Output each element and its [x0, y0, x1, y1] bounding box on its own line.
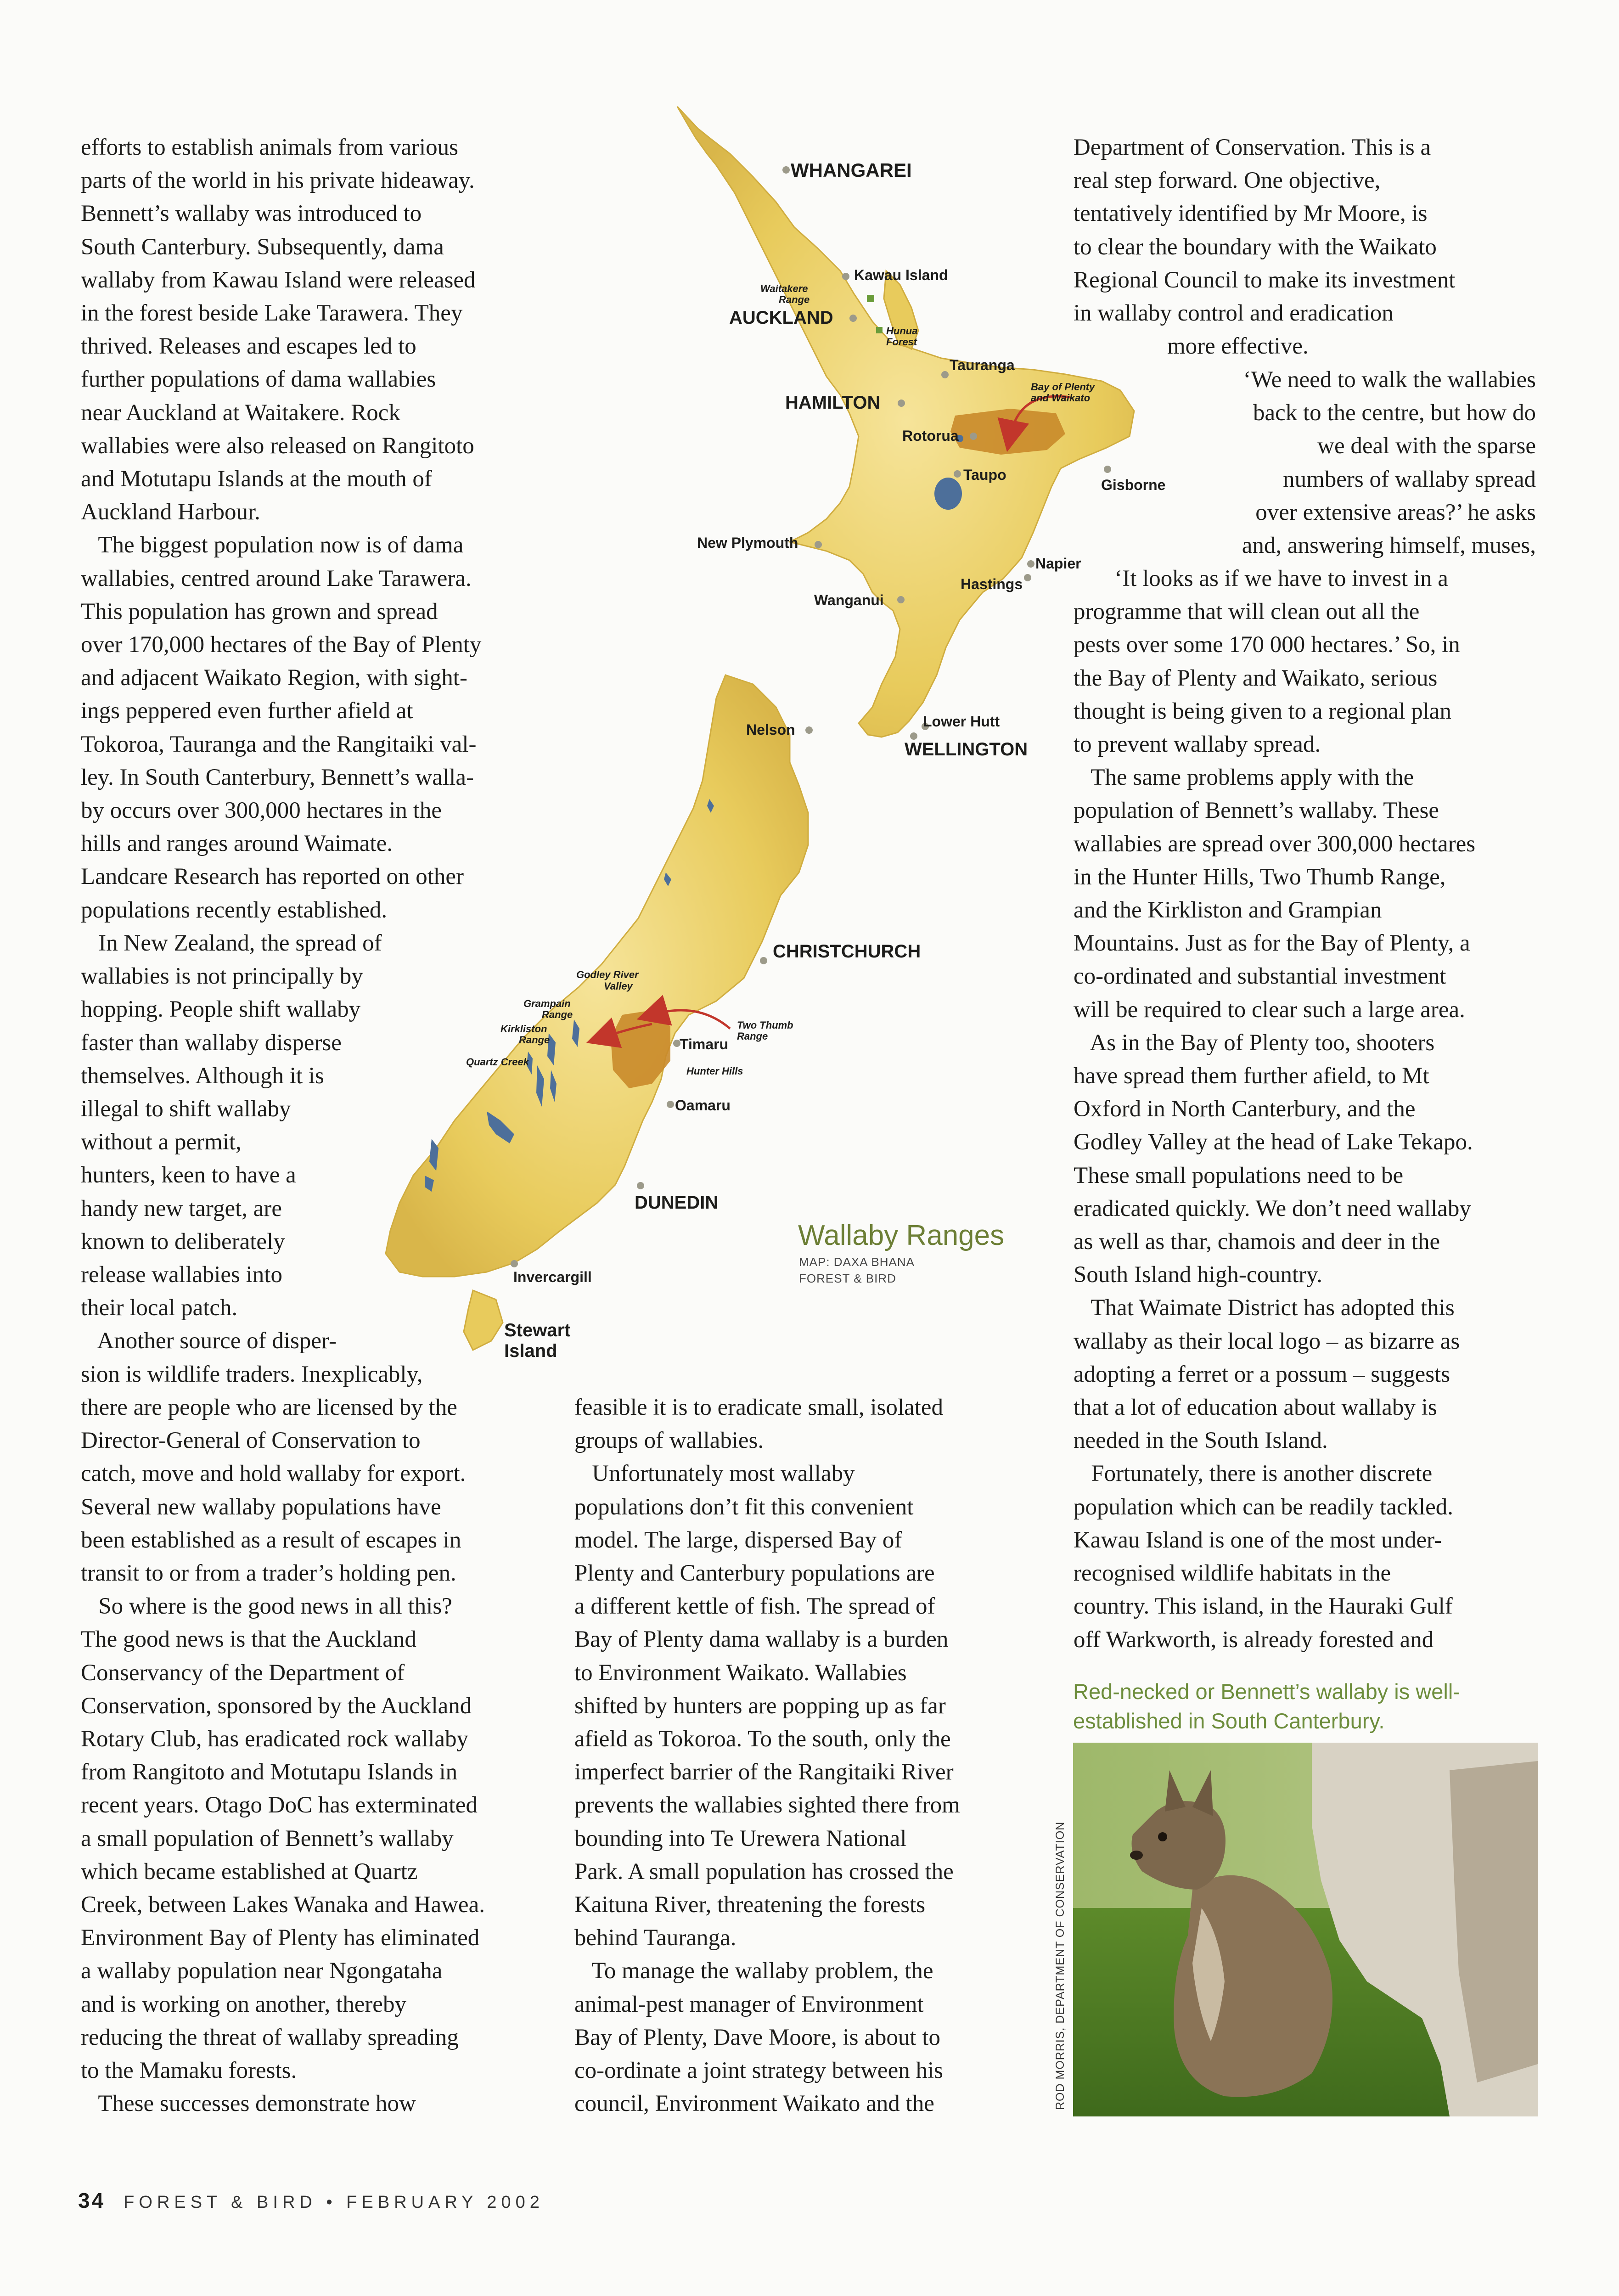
- text-line: recognised wildlife habitats in the: [1074, 1560, 1391, 1587]
- text-line: Oxford in North Canterbury, and the: [1074, 1096, 1416, 1122]
- text-line: parts of the world in his private hideaway.: [81, 168, 475, 194]
- godley-label-1: Godley River: [576, 969, 639, 980]
- text-line: co-ordinated and substantial investment: [1074, 963, 1446, 990]
- text-line: hills and ranges around Waimate.: [81, 831, 393, 857]
- text-line: South Canterbury. Subsequently, dama: [81, 234, 444, 260]
- christchurch-dot: [760, 957, 767, 964]
- godley-label-2: Valley: [604, 980, 633, 992]
- text-line: their local patch.: [81, 1295, 238, 1321]
- text-line: will be required to clear such a large area.: [1074, 996, 1465, 1023]
- magazine-issue: FOREST & BIRD • FEBRUARY 2002: [124, 2193, 544, 2212]
- text-line: animal-pest manager of Environment: [574, 1991, 924, 2017]
- wellington-dot: [910, 732, 917, 740]
- text-line: over extensive areas?’ he asks: [1255, 499, 1536, 525]
- text-line: Bay of Plenty, Dave Moore, is about to: [574, 2024, 940, 2050]
- text-line: population of Bennett’s wallaby. These: [1074, 798, 1439, 824]
- text-line: Kawau Island is one of the most under-: [1074, 1527, 1442, 1553]
- text-line: This population has grown and spread: [81, 598, 438, 625]
- tauranga-dot: [941, 371, 949, 378]
- text-line: South Island high-country.: [1074, 1262, 1323, 1288]
- text-line: The same problems apply with the: [1074, 765, 1414, 791]
- text-line: Rotary Club, has eradicated rock wallaby: [81, 1726, 469, 1752]
- two-thumb-label-1: Two Thumb: [737, 1019, 793, 1031]
- text-line: ‘It looks as if we have to invest in a: [1074, 566, 1448, 591]
- text-line: Environment Bay of Plenty has eliminated: [81, 1925, 480, 1951]
- text-line: country. This island, in the Hauraki Gulf: [1074, 1593, 1453, 1620]
- text-line: Creek, between Lakes Wanaka and Hawea.: [81, 1892, 485, 1918]
- text-line: further populations of dama wallabies: [81, 366, 436, 393]
- invercargill-label: Invercargill: [513, 1269, 592, 1285]
- map-title: Wallaby Ranges: [798, 1220, 1005, 1251]
- text-line: transit to or from a trader’s holding pen.: [81, 1560, 456, 1587]
- text-line: handy new target, are: [81, 1195, 282, 1221]
- text-line: model. The large, dispersed Bay of: [574, 1527, 902, 1553]
- rotorua-dot: [970, 433, 977, 440]
- text-line: and adjacent Waikato Region, with sight-: [81, 665, 467, 691]
- text-line: and, answering himself, muses,: [1242, 533, 1536, 559]
- text-line: The good news is that the Auckland: [81, 1626, 416, 1653]
- text-line: As in the Bay of Plenty too, shooters: [1074, 1030, 1435, 1056]
- text-line: faster than wallaby disperse: [81, 1030, 342, 1056]
- text-line: in the Hunter Hills, Two Thumb Range,: [1074, 864, 1446, 890]
- tauranga-label: Tauranga: [950, 357, 1015, 373]
- text-line: to Environment Waikato. Wallabies: [574, 1660, 907, 1686]
- text-line: wallabies, centred around Lake Tarawera.: [81, 565, 472, 591]
- text-line: themselves. Although it is: [81, 1063, 324, 1089]
- kirkliston-label-1: Kirkliston: [500, 1023, 547, 1035]
- text-line: populations recently established.: [81, 897, 388, 923]
- text-line: adopting a ferret or a possum – suggests: [1074, 1361, 1450, 1387]
- auckland-label: AUCKLAND: [729, 308, 833, 328]
- whangarei-dot: [782, 166, 790, 174]
- text-line: These successes demonstrate how: [81, 2091, 416, 2117]
- new-plymouth-dot: [815, 541, 822, 548]
- whangarei-label: WHANGAREI: [791, 159, 912, 181]
- text-line: These small populations need to be: [1074, 1162, 1404, 1188]
- waitakere-label-2: Range: [779, 294, 810, 305]
- text-line: hopping. People shift wallaby: [81, 996, 361, 1023]
- text-line: a different kettle of fish. The spread of: [574, 1593, 935, 1620]
- text-line: reducing the threat of wallaby spreading: [81, 2024, 459, 2050]
- dunedin-label: DUNEDIN: [635, 1193, 719, 1213]
- text-line: more effective.: [1074, 333, 1309, 360]
- text-line: prevents the wallabies sighted there from: [574, 1792, 960, 1818]
- wanganui-label: Wanganui: [814, 592, 884, 608]
- text-line: and is working on another, thereby: [81, 1991, 406, 2017]
- text-line: Auckland Harbour.: [81, 499, 260, 525]
- lower-hutt-label: Lower Hutt: [923, 713, 1000, 730]
- text-line: to the Mamaku forests.: [81, 2058, 297, 2084]
- text-line: imperfect barrier of the Rangitaiki River: [574, 1759, 954, 1785]
- text-line: To manage the wallaby problem, the: [574, 1958, 933, 1984]
- text-line: Unfortunately most wallaby: [574, 1461, 855, 1487]
- text-line: without a permit,: [81, 1129, 242, 1155]
- left-column-wrap: [81, 927, 423, 1391]
- text-line: Director-General of Conservation to: [81, 1428, 421, 1454]
- text-line: Conservancy of the Department of: [81, 1660, 405, 1686]
- auckland-dot: [849, 315, 857, 322]
- hunter-hills-label: Hunter Hills: [686, 1065, 743, 1077]
- text-line: illegal to shift wallaby: [81, 1096, 291, 1122]
- map-credit-line-2: FOREST & BIRD: [799, 1272, 896, 1285]
- wallaby-nose: [1130, 1851, 1143, 1860]
- text-line: off Warkworth, is already forested and: [1074, 1626, 1434, 1653]
- map-credit: [799, 1254, 915, 1287]
- text-line: by occurs over 300,000 hectares in the: [81, 798, 442, 824]
- text-line: feasible it is to eradicate small, isolated: [574, 1395, 943, 1420]
- text-line: Tokoroa, Tauranga and the Rangitaiki val-: [81, 731, 477, 757]
- text-line: recent years. Otago DoC has exterminated: [81, 1792, 478, 1818]
- kawau-label: Kawau Island: [854, 267, 948, 283]
- invercargill-dot: [511, 1260, 518, 1267]
- photo-caption-line-1: Red-necked or Bennett’s wallaby is well-: [1073, 1679, 1460, 1704]
- timaru-label: Timaru: [680, 1036, 729, 1052]
- stewart-island: [464, 1290, 503, 1350]
- text-line: hunters, keen to have a: [81, 1162, 296, 1188]
- text-line: afield as Tokoroa. To the south, only the: [574, 1726, 951, 1752]
- taupo-dot: [954, 470, 961, 478]
- oamaru-dot: [667, 1101, 674, 1108]
- middle-column: [574, 1391, 960, 2120]
- text-line: The biggest population now is of dama: [81, 532, 464, 558]
- photo-caption-line-2: established in South Canterbury.: [1073, 1709, 1385, 1733]
- hunua-label-1: Hunua: [886, 325, 918, 337]
- text-line: pests over some 170 000 hectares.’ So, in: [1074, 632, 1460, 658]
- hastings-label: Hastings: [961, 576, 1023, 592]
- text-line: near Auckland at Waitakere. Rock: [81, 400, 400, 426]
- text-line: and Motutapu Islands at the mouth of: [81, 466, 432, 492]
- text-line: In New Zealand, the spread of: [81, 930, 382, 956]
- text-line: Another source of disper-: [81, 1328, 337, 1354]
- text-line: known to deliberately: [81, 1228, 285, 1255]
- text-line: So where is the good news in all this?: [81, 1593, 452, 1620]
- kirkliston-label-2: Range: [519, 1034, 550, 1046]
- text-line: thought is being given to a regional plan: [1074, 698, 1451, 724]
- text-line: thrived. Releases and escapes led to: [81, 333, 416, 360]
- quartz-creek-label: Quartz Creek: [466, 1056, 529, 1068]
- text-line: to clear the boundary with the Waikato: [1074, 234, 1437, 260]
- text-line: Mountains. Just as for the Bay of Plenty, a: [1074, 930, 1470, 957]
- text-line: ings peppered even further afield at: [81, 698, 413, 724]
- wallaby-photo: [1073, 1743, 1538, 2116]
- text-line: in the forest beside Lake Tarawera. They: [81, 300, 463, 326]
- text-line: there are people who are licensed by the: [81, 1395, 457, 1420]
- right-column-top: [1074, 131, 1455, 363]
- text-line: Several new wallaby populations have: [81, 1494, 441, 1520]
- text-line: bounding into Te Urewera National: [574, 1825, 907, 1851]
- text-line: in wallaby control and eradication: [1074, 300, 1394, 326]
- hunua-label-2: Forest: [886, 336, 917, 348]
- lake-taupo: [934, 478, 962, 510]
- text-line: from Rangitoto and Motutapu Islands in: [81, 1759, 458, 1785]
- text-line: Godley Valley at the head of Lake Tekapo.: [1074, 1129, 1473, 1155]
- text-line: efforts to establish animals from various: [81, 135, 458, 160]
- napier-dot: [1027, 560, 1034, 568]
- text-line: wallabies are spread over 300,000 hectares: [1074, 831, 1476, 857]
- text-line: needed in the South Island.: [1074, 1428, 1328, 1454]
- text-line: wallaby as their local logo – as bizarre as: [1074, 1328, 1460, 1354]
- text-line: populations don’t fit this convenient: [574, 1494, 914, 1520]
- text-line: release wallabies into: [81, 1262, 282, 1288]
- text-line: to prevent wallaby spread.: [1074, 732, 1321, 758]
- text-line: and the Kirkliston and Grampian: [1074, 897, 1382, 923]
- text-line: Bennett’s wallaby was introduced to: [81, 201, 422, 227]
- text-line: co-ordinate a joint strategy between his: [574, 2058, 943, 2084]
- rotorua-label: Rotorua: [902, 428, 959, 444]
- left-column-bottom: [81, 1391, 485, 2120]
- page-footer: [78, 2188, 544, 2213]
- text-line: behind Tauranga.: [574, 1925, 736, 1951]
- text-line: we deal with the sparse: [1317, 433, 1536, 459]
- text-line: a wallaby population near Ngongataha: [81, 1958, 443, 1984]
- hamilton-dot: [898, 400, 905, 407]
- text-line: a small population of Bennett’s wallaby: [81, 1825, 454, 1851]
- text-line: as well as thar, chamois and deer in the: [1074, 1229, 1440, 1255]
- bop-label-2: and Waikato: [1031, 392, 1091, 404]
- text-line: That Waimate District has adopted this: [1074, 1295, 1455, 1321]
- text-line: over 170,000 hectares of the Bay of Plenty: [81, 632, 482, 658]
- grampain-label-1: Grampain: [523, 998, 571, 1009]
- bay-of-plenty-wallaby-range: [950, 409, 1065, 455]
- map-credit-line-1: MAP: DAXA BHANA: [799, 1255, 915, 1269]
- waitakere-forest-marker: [867, 295, 874, 302]
- text-line: back to the centre, but how do: [1253, 400, 1536, 426]
- wallaby-eye: [1158, 1832, 1167, 1841]
- text-line: Kaituna River, threatening the forests: [574, 1892, 926, 1918]
- text-line: sion is wildlife traders. Inexplicably,: [81, 1361, 423, 1387]
- text-line: the Bay of Plenty and Waikato, serious: [1074, 665, 1438, 691]
- kawau-dot: [842, 273, 849, 280]
- text-line: shifted by hunters are popping up as far: [574, 1693, 946, 1719]
- hunua-forest-marker: [876, 327, 883, 333]
- text-line: wallaby from Kawau Island were released: [81, 267, 476, 293]
- text-line: population which can be readily tackled.: [1074, 1494, 1454, 1520]
- text-line: wallabies were also released on Rangitoto: [81, 433, 474, 459]
- text-line: groups of wallabies.: [574, 1428, 764, 1454]
- text-line: Park. A small population has crossed the: [574, 1858, 954, 1885]
- taupo-label: Taupo: [963, 467, 1006, 483]
- text-line: catch, move and hold wallaby for export.: [81, 1461, 466, 1487]
- christchurch-label: CHRISTCHURCH: [773, 941, 921, 962]
- nelson-label: Nelson: [746, 721, 795, 738]
- right-column-wrap: [1074, 363, 1536, 562]
- gisborne-label: Gisborne: [1101, 477, 1166, 493]
- oamaru-label: Oamaru: [675, 1097, 731, 1114]
- text-line: tentatively identified by Mr Moore, is: [1074, 201, 1428, 227]
- stewart-label-1: Stewart: [504, 1320, 571, 1340]
- new-plymouth-label: New Plymouth: [697, 535, 798, 551]
- text-line: have spread them further afield, to Mt: [1074, 1063, 1429, 1089]
- left-column-top: [81, 131, 481, 927]
- bop-label-1: Bay of Plenty: [1031, 381, 1095, 393]
- photo-credit: ROD MORRIS, DEPARTMENT OF CONSERVATION: [1054, 1821, 1067, 2110]
- text-line: ‘We need to walk the wallabies: [1243, 367, 1536, 393]
- wellington-label: WELLINGTON: [905, 739, 1028, 760]
- text-line: programme that will clean out all the: [1074, 599, 1420, 625]
- text-line: Landcare Research has reported on other: [81, 864, 464, 890]
- wanganui-dot: [897, 596, 905, 603]
- waitakere-label-1: Waitakere: [760, 283, 808, 294]
- two-thumb-label-2: Range: [737, 1030, 768, 1042]
- text-line: numbers of wallaby spread: [1283, 466, 1536, 492]
- right-column-main: [1074, 562, 1475, 1656]
- text-line: which became established at Quartz: [81, 1858, 418, 1885]
- text-line: real step forward. One objective,: [1074, 168, 1381, 194]
- text-line: Fortunately, there is another discrete: [1074, 1461, 1433, 1487]
- page-number: 34: [78, 2189, 106, 2212]
- dunedin-dot: [637, 1182, 644, 1189]
- hastings-dot: [1024, 574, 1031, 581]
- stewart-label-2: Island: [504, 1341, 557, 1361]
- text-line: Bay of Plenty dama wallaby is a burden: [574, 1626, 949, 1653]
- hamilton-label: HAMILTON: [785, 393, 881, 413]
- text-line: that a lot of education about wallaby is: [1074, 1395, 1437, 1421]
- text-line: council, Environment Waikato and the: [574, 2091, 934, 2117]
- text-line: Department of Conservation. This is a: [1074, 135, 1431, 160]
- text-line: been established as a result of escapes in: [81, 1527, 461, 1553]
- north-island: [677, 107, 1134, 737]
- photo-caption: [1073, 1677, 1460, 1736]
- text-line: eradicated quickly. We don’t need wallaby: [1074, 1195, 1471, 1221]
- text-line: wallabies is not principally by: [81, 963, 363, 990]
- grampain-label-2: Range: [542, 1009, 573, 1020]
- text-line: Regional Council to make its investment: [1074, 267, 1456, 293]
- napier-label: Napier: [1035, 555, 1081, 572]
- nelson-dot: [805, 726, 813, 734]
- text-line: Plenty and Canterbury populations are: [574, 1560, 935, 1587]
- text-line: Conservation, sponsored by the Auckland: [81, 1693, 472, 1719]
- text-line: ley. In South Canterbury, Bennett’s walla-: [81, 764, 474, 790]
